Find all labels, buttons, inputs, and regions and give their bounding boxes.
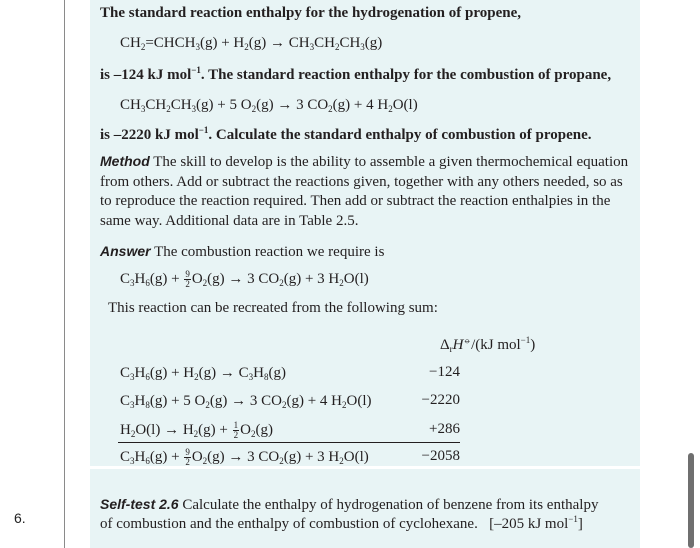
question-intro: The standard reaction enthalpy for the hydrogenation of propene, (100, 5, 522, 21)
method-paragraph (100, 152, 635, 231)
sum-intro: This reaction can be recreated from the following sum: (108, 300, 438, 316)
sum-row-2-value: −2220 (421, 392, 460, 408)
equation-propane-combustion: $CH_3CH_2CH_3(g) + 5$ $O_2(g) \to 3$ $CO_2(g) + 4$ $H_2O(l)$ (120, 97, 418, 114)
sum-row-1-value: −124 (429, 364, 460, 380)
question-line-2: is –124 kJ mol$^{-1}$. The standard reaction enthalpy for the combustion of propane, (100, 65, 612, 83)
answer-label: Answer (100, 243, 151, 259)
answer-line: Answer The combustion reaction we require is (100, 243, 385, 260)
method-label: Method (100, 153, 150, 169)
selftest-answer: [–205 kJ mol$^{-1}$] (489, 514, 583, 532)
enthalpy-column-header: $\Delta_rH^⦵/(kJ$ mol$^{-1}$) (440, 335, 536, 354)
equation-hydrogenation: $CH_2=CHCH_3(g) + H_2(g) \to CH_3CH_2CH_3(g)$ (120, 35, 383, 52)
sum-rule (118, 442, 460, 443)
sum-row-3-value: +286 (429, 421, 460, 437)
selftest-line-1: Self-test 2.6 Calculate the enthalpy of hydrogenation of benzene from its enthalpy (100, 496, 599, 513)
selftest-label: Self-test 2.6 (100, 496, 179, 512)
sum-result-reaction: $C_3H_6(g)$ + $\frac{9}{2}$ $O_2(g) \to 3$ $CO_2(g) + 3$ $H_2O(l)$ (120, 447, 369, 467)
sum-row-1-reaction: $C_3H_6(g) + H_2(g) \to C_3H_8(g)$ (120, 365, 286, 382)
selftest-line-2: of combustion and the enthalpy of combustion of cyclohexane. [–205 kJ mol$^{-1}$] (100, 514, 583, 532)
method-text: The skill to develop is the ability to assemble a given thermochemical equation from others. Add or subtract the reactions given, together with any others needed, so as to reproduce the reaction required. Then add or subtract the reaction enthalpies in the same way. Additional data are in Table 2.5. (100, 154, 629, 229)
question-line-3: is –2220 kJ mol$^{-1}$. Calculate the standard enthalpy of combustion of propene. (100, 125, 592, 143)
row-number: 6. (14, 510, 26, 526)
equation-propene-combustion: $C_3H_6(g)$ + $\frac{9}{2}$ $O_2(g) \to 3$ $CO_2(g) + 3$ $H_2O(l)$ (120, 269, 369, 289)
sum-row-2-reaction: $C_3H_8(g) + 5$ $O_2(g) \to 3$ $CO_2(g) + 4$ $H_2O(l)$ (120, 393, 372, 410)
table-column-divider (64, 0, 65, 548)
sum-row-3-reaction: $H_2O(l) \to H_2(g)$ + $\frac{1}{2}$ $O_2(g)$ (120, 420, 273, 440)
sum-result-value: −2058 (421, 448, 460, 464)
vertical-scrollbar[interactable] (688, 453, 694, 548)
